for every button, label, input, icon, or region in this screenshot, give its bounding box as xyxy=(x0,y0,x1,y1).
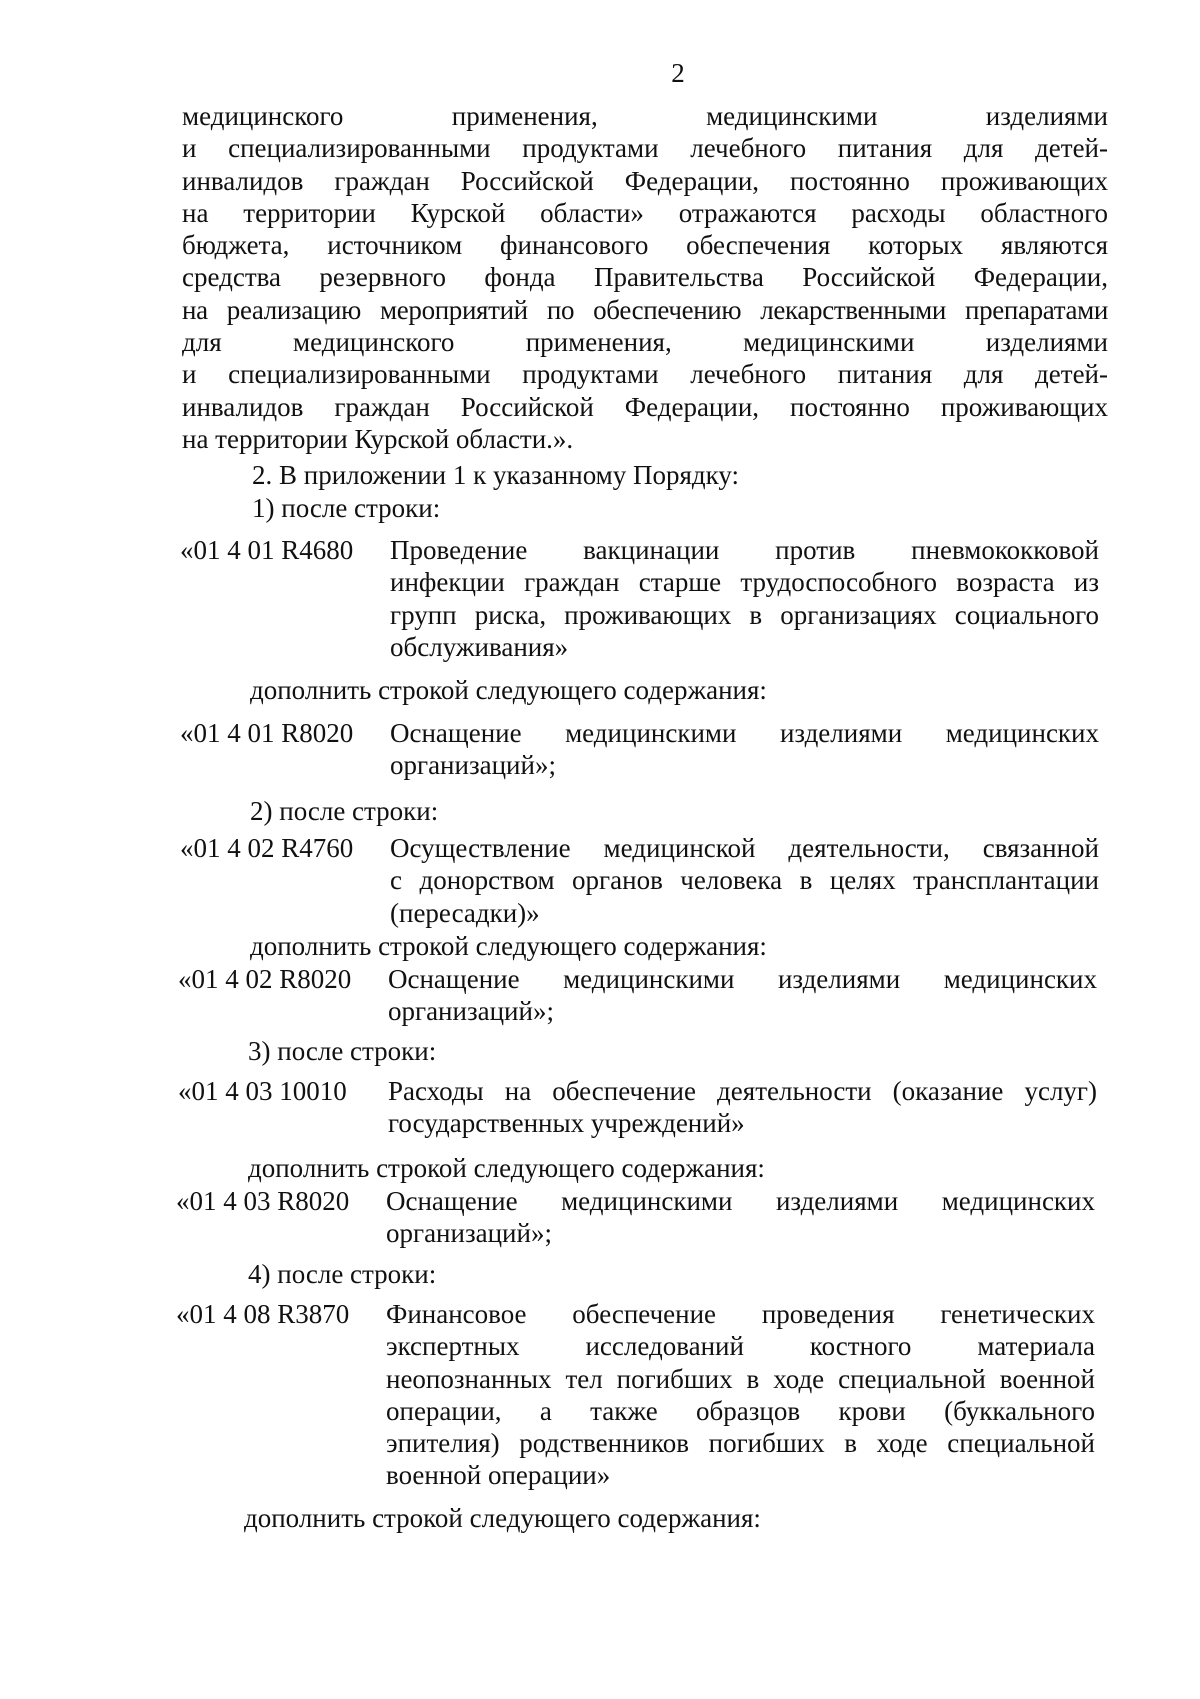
description-line: Проведение вакцинации против пневмококковой xyxy=(390,535,1099,565)
page-number: 2 xyxy=(671,58,685,88)
description-line: экспертных исследований костного материала xyxy=(386,1331,1095,1362)
paragraph-line: на территории Курской области» отражаются расходы областного xyxy=(182,197,1108,228)
description-line: Оснащение медицинскими изделиями медицинских xyxy=(390,718,1099,748)
entry-code: «01 4 01 R8020 xyxy=(180,718,354,748)
description-line: неопознанных тел погибших в ходе специальной военной xyxy=(386,1363,1095,1394)
item-heading: 2) после строки: xyxy=(250,796,439,826)
paragraph-line: бюджета, источником финансового обеспечения которых являются xyxy=(182,230,1108,261)
entry-description xyxy=(388,963,1097,1028)
paragraph-line: средства резервного фонда Правительства Российской Федерации, xyxy=(182,262,1108,293)
description-line: обслуживания» xyxy=(390,631,569,662)
description-line: эпителия) родственников погибших в ходе специальной xyxy=(386,1428,1095,1459)
description-line: Финансовое обеспечение проведения генетических xyxy=(386,1299,1095,1329)
description-line: групп риска, проживающих в организациях социального xyxy=(390,599,1099,630)
entry-code: «01 4 02 R4760 xyxy=(180,833,354,863)
description-line: (пересадки)» xyxy=(390,897,540,928)
entry-description xyxy=(390,832,1099,929)
description-line: организаций»; xyxy=(388,996,554,1027)
entry-code: «01 4 08 R3870 xyxy=(176,1299,350,1329)
supplement-phrase: дополнить строкой следующего содержания: xyxy=(250,675,767,705)
paragraph-line: для медицинского применения, медицинскими изделиями xyxy=(182,327,1108,358)
entry-code: «01 4 01 R4680 xyxy=(180,535,354,565)
item-heading: 1) после строки: xyxy=(252,493,441,523)
entry-description xyxy=(390,717,1099,782)
description-line: Расходы на обеспечение деятельности (оказание услуг) xyxy=(388,1076,1097,1106)
entry-description xyxy=(388,1075,1097,1140)
entry-description xyxy=(386,1298,1095,1492)
entry-description xyxy=(390,534,1099,663)
description-line: с донорством органов человека в целях трансплантации xyxy=(390,865,1099,896)
description-line: инфекции граждан старше трудоспособного возраста из xyxy=(390,567,1099,598)
description-line: организаций»; xyxy=(386,1218,552,1249)
supplement-phrase: дополнить строкой следующего содержания: xyxy=(250,931,767,961)
paragraph-line: и специализированными продуктами лечебного питания для детей- xyxy=(182,359,1108,390)
paragraph-line: на территории Курской области.». xyxy=(182,423,574,454)
supplement-phrase: дополнить строкой следующего содержания: xyxy=(248,1153,765,1183)
paragraph-line: на реализацию мероприятий по обеспечению лекарственными препаратами xyxy=(182,294,1108,325)
description-line: Оснащение медицинскими изделиями медицинских xyxy=(386,1186,1095,1216)
description-line: операции, а также образцов крови (буккального xyxy=(386,1395,1095,1426)
paragraph-line: и специализированными продуктами лечебного питания для детей- xyxy=(182,133,1108,164)
supplement-phrase: дополнить строкой следующего содержания: xyxy=(244,1503,761,1533)
item-heading: 3) после строки: xyxy=(248,1036,437,1066)
description-line: Осуществление медицинской деятельности, связанной xyxy=(390,833,1099,863)
section-heading: 2. В приложении 1 к указанному Порядку: xyxy=(252,460,740,490)
entry-code: «01 4 03 10010 xyxy=(178,1076,347,1106)
entry-description xyxy=(386,1185,1095,1250)
paragraph-line: медицинского применения, медицинскими изделиями xyxy=(182,101,1108,131)
entry-code: «01 4 02 R8020 xyxy=(178,964,352,994)
description-line: государственных учреждений» xyxy=(388,1108,745,1139)
description-line: Оснащение медицинскими изделиями медицинских xyxy=(388,964,1097,994)
intro-paragraph xyxy=(182,100,1108,455)
description-line: военной операции» xyxy=(386,1460,611,1491)
paragraph-line: инвалидов граждан Российской Федерации, постоянно проживающих xyxy=(182,391,1108,422)
item-heading: 4) после строки: xyxy=(248,1259,437,1289)
entry-code: «01 4 03 R8020 xyxy=(176,1186,350,1216)
paragraph-line: инвалидов граждан Российской Федерации, постоянно проживающих xyxy=(182,165,1108,196)
description-line: организаций»; xyxy=(390,750,556,781)
